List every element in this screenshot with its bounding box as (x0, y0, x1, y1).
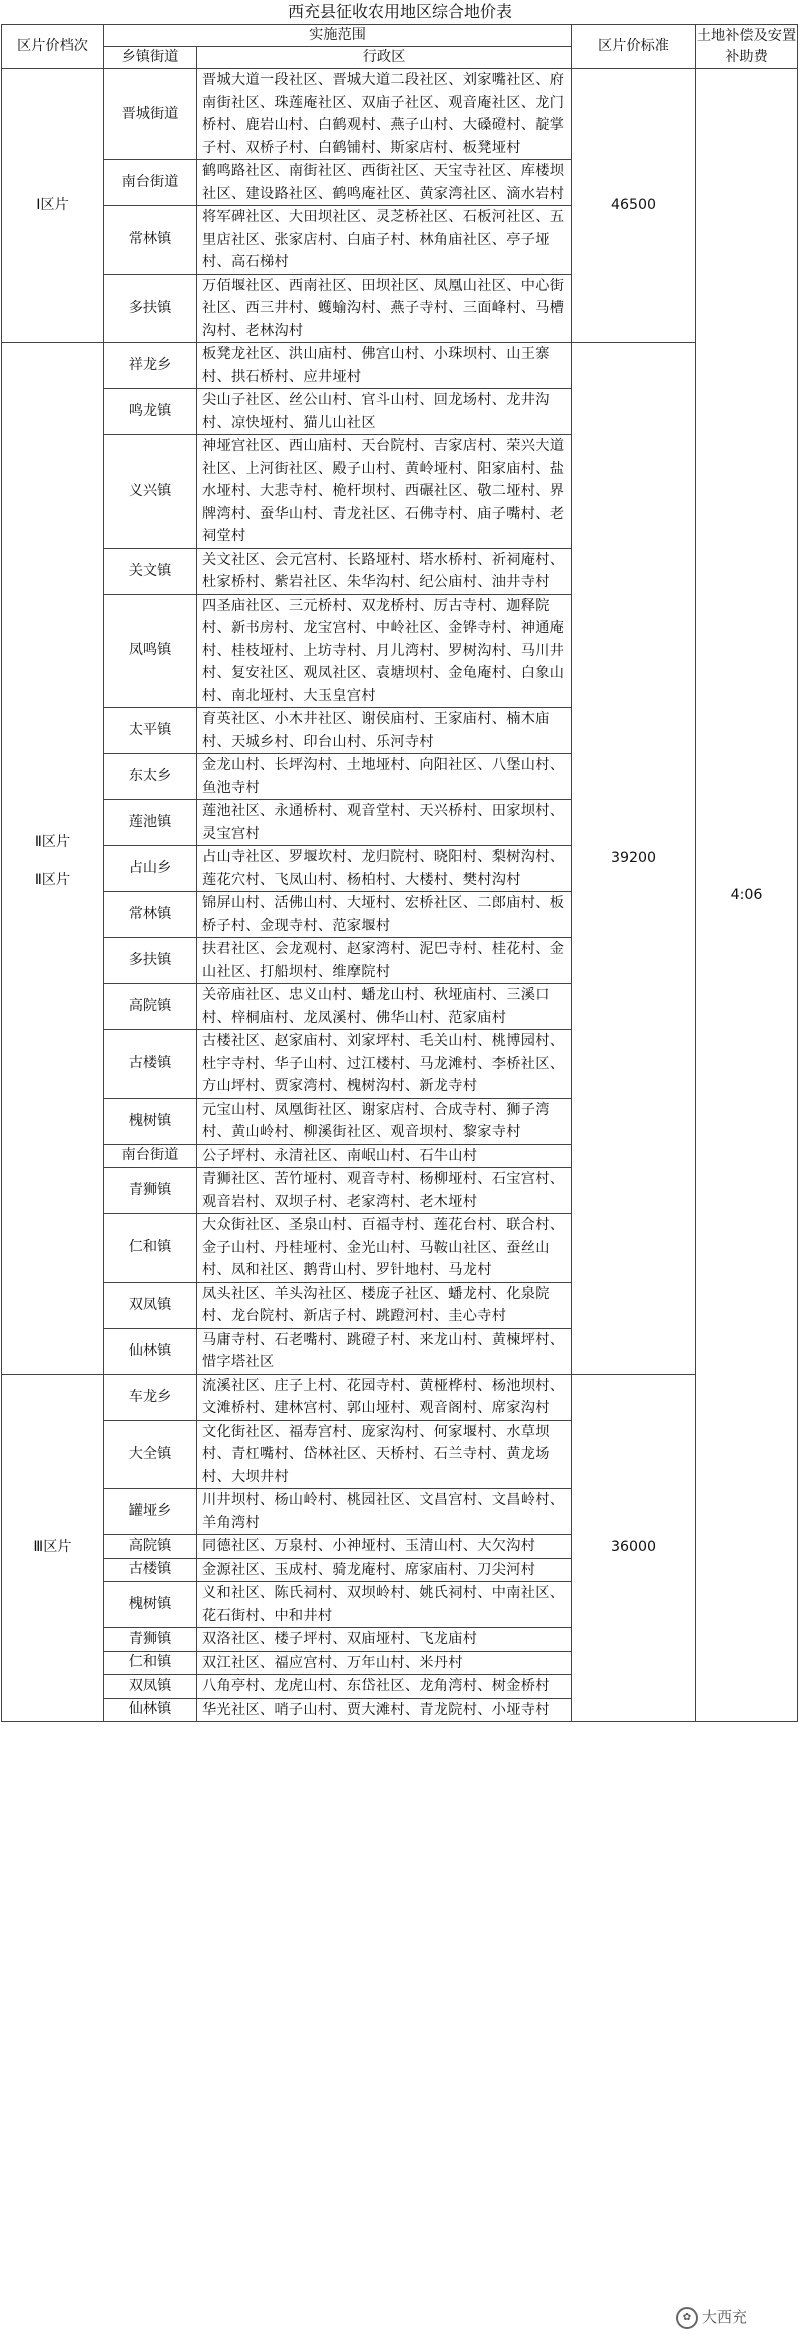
town-cell: 仙林镇 (104, 1698, 197, 1722)
town-cell: 多扶镇 (104, 938, 197, 984)
admin-areas-cell: 占山寺社区、罗堰坎村、龙归院村、晓阳村、梨树沟村、莲花穴村、飞凤山村、杨柏村、大楼村、樊村沟村 (197, 846, 572, 892)
header-scope: 实施范围 (104, 25, 572, 47)
admin-areas-cell: 金源社区、玉成村、骑龙庵村、席家庙村、刀尖河村 (197, 1558, 572, 1582)
watermark-text: 大西充 (702, 2308, 748, 2326)
wechat-icon: ✿ (676, 2307, 698, 2329)
admin-areas-cell: 锦屏山村、活佛山村、大垭村、宏桥社区、二郎庙村、板桥子村、金现寺村、范家堰村 (197, 892, 572, 938)
admin-areas-cell: 流溪社区、庄子上村、花园寺村、黄桠桦村、杨池坝村、文滩桥村、建林宫村、郭山垭村、观音阁村、席家沟村 (197, 1374, 572, 1420)
compensation-fee: 4:06 (696, 69, 798, 1722)
zone-label: Ⅲ区片 (33, 1539, 72, 1556)
town-cell: 青狮镇 (104, 1168, 197, 1214)
zone-price: 46500 (572, 69, 696, 343)
land-price-table (1, 24, 798, 1722)
zone-label: Ⅰ区片 (36, 197, 69, 213)
admin-areas-cell: 凤头社区、羊头沟社区、楼庞子社区、蟠龙村、化泉院村、龙台院村、新店子村、跳蹬河村、圭心寺村 (197, 1282, 572, 1328)
town-cell: 槐树镇 (104, 1098, 197, 1144)
town-cell: 占山乡 (104, 846, 197, 892)
town-cell: 太平镇 (104, 708, 197, 754)
town-cell: 古楼镇 (104, 1558, 197, 1582)
header-fee: 土地补偿及安置补助费 (696, 25, 798, 69)
zone-cell (2, 69, 104, 343)
zone-price: 39200 (572, 343, 696, 1375)
town-cell: 古楼镇 (104, 1030, 197, 1099)
town-cell: 双凤镇 (104, 1282, 197, 1328)
admin-areas-cell: 马庸寺村、石老嘴村、跳磴子村、来龙山村、黄楝坪村、惜字塔社区 (197, 1328, 572, 1374)
admin-areas-cell: 古楼社区、赵家庙村、刘家坪村、毛关山村、桃博园村、杜宇寺村、华子山村、过江楼村、马龙滩村、李桥社区、方山坪村、贾家湾村、槐树沟村、新龙寺村 (197, 1030, 572, 1099)
town-cell: 罐垭乡 (104, 1489, 197, 1535)
admin-areas-cell: 元宝山村、凤凰街社区、谢家店村、合成寺村、狮子湾村、黄山岭村、柳溪街社区、观音坝村、黎家寺村 (197, 1098, 572, 1144)
town-cell: 高院镇 (104, 1535, 197, 1559)
table-row (2, 1374, 798, 1420)
zone-price: 36000 (572, 1374, 696, 1722)
town-cell: 晋城街道 (104, 69, 197, 160)
admin-areas-cell: 万佰堰社区、西南社区、田坝社区、凤凰山社区、中心街社区、西三井村、蠖蝓沟村、燕子寺村、三面峰村、马槽沟村、老林沟村 (197, 274, 572, 343)
town-cell: 义兴镇 (104, 435, 197, 549)
admin-areas-cell: 八角亭村、龙虎山村、东岱社区、龙角湾村、树金桥村 (197, 1675, 572, 1699)
admin-areas-cell: 将军碑社区、大田坝社区、灵芝桥社区、石板河社区、五里店社区、张家店村、白庙子村、林角庙社区、亭子垭村、高石梯村 (197, 206, 572, 275)
town-cell: 青狮镇 (104, 1628, 197, 1652)
town-cell: 鸣龙镇 (104, 389, 197, 435)
admin-areas-cell: 四圣庙社区、三元桥村、双龙桥村、厉古寺村、迦释院村、新书房村、龙宝宫村、中岭社区、金铧寺村、神通庵村、桂枝垭村、上坊寺村、月儿湾村、罗树沟村、马川井村、复安社区、观凤社区、袁塘坝村、金龟庵村、白象山村、南北垭村、大玉皇宫村 (197, 594, 572, 708)
town-cell: 双凤镇 (104, 1675, 197, 1699)
admin-areas-cell: 青狮社区、苦竹垭村、观音寺村、杨柳垭村、石宝宫村、观音岩村、双坝子村、老家湾村、老木垭村 (197, 1168, 572, 1214)
admin-areas-cell: 文化街社区、福寿宫村、庞家沟村、何家堰村、水草坝村、青杠嘴村、岱林社区、天桥村、石兰寺村、黄龙场村、大坝井村 (197, 1420, 572, 1489)
admin-areas-cell: 关文社区、会元宫村、长路垭村、塔水桥村、祈祠庵村、杜家桥村、紫岩社区、朱华沟村、纪公庙村、油井寺村 (197, 548, 572, 594)
town-cell: 关文镇 (104, 548, 197, 594)
admin-areas-cell: 双洛社区、楼子坪村、双庙垭村、飞龙庙村 (197, 1628, 572, 1652)
town-cell: 高院镇 (104, 984, 197, 1030)
header-zone: 区片价档次 (2, 25, 104, 69)
zone-label-repeat: Ⅱ区片 (34, 872, 71, 889)
town-cell: 南台街道 (104, 1144, 197, 1168)
town-cell: 仙林镇 (104, 1328, 197, 1374)
town-cell: 常林镇 (104, 892, 197, 938)
zone-cell (2, 343, 104, 1375)
town-cell: 槐树镇 (104, 1582, 197, 1628)
town-cell: 仁和镇 (104, 1651, 197, 1675)
town-cell: 车龙乡 (104, 1374, 197, 1420)
admin-areas-cell: 大众街社区、圣泉山村、百福寺村、莲花台村、联合村、金子山村、丹桂垭村、金光山村、马鞍山社区、蚕丝山村、凤和社区、鹅背山村、罗针地村、马龙村 (197, 1214, 572, 1283)
admin-areas-cell: 板凳龙社区、洪山庙村、佛宫山村、小珠坝村、山王寨村、拱石桥村、应井垭村 (197, 343, 572, 389)
admin-areas-cell: 尖山子社区、丝公山村、官斗山村、回龙场村、龙井沟村、凉快垭村、猫儿山社区 (197, 389, 572, 435)
header-admin: 行政区 (197, 47, 572, 69)
admin-areas-cell: 义和社区、陈氏祠村、双坝岭村、姚氏祠村、中南社区、花石街村、中和井村 (197, 1582, 572, 1628)
town-cell: 大全镇 (104, 1420, 197, 1489)
admin-areas-cell: 神垭宫社区、西山庙村、天台院村、吉家店村、荣兴大道社区、上河街社区、殿子山村、黄岭垭村、阳家庙村、盐水垭村、大悲寺村、桅杆坝村、西碾社区、敬二垭村、界牌湾村、蚕华山村、青龙社区、石佛寺村、庙子嘴村、老祠堂村 (197, 435, 572, 549)
admin-areas-cell: 川井坝村、杨山岭村、桃园社区、文昌宫村、文昌岭村、羊角湾村 (197, 1489, 572, 1535)
document-title: 西充县征收农用地区综合地价表 (287, 2, 512, 21)
zone-cell (2, 1374, 104, 1722)
admin-areas-cell: 晋城大道一段社区、晋城大道二段社区、刘家嘴社区、府南街社区、珠莲庵社区、双庙子社区、观音庵社区、龙门桥村、鹿岩山村、白鹤观村、燕子山村、大磉磴村、靛掌子村、双桥子村、白鹤铺村、斯家店村、板凳垭村 (197, 69, 572, 160)
table-row (2, 343, 798, 389)
town-cell: 莲池镇 (104, 800, 197, 846)
town-cell: 常林镇 (104, 206, 197, 275)
admin-areas-cell: 双江社区、福应宫村、万年山村、米丹村 (197, 1651, 572, 1675)
zone-label: Ⅱ区片 (34, 834, 71, 851)
admin-areas-cell: 同德社区、万泉村、小神垭村、玉清山村、大欠沟村 (197, 1535, 572, 1559)
admin-areas-cell: 金龙山村、长坪沟村、土地垭村、向阳社区、八堡山村、鱼池寺村 (197, 754, 572, 800)
admin-areas-cell: 莲池社区、永通桥村、观音堂村、天兴桥村、田家坝村、灵宝宫村 (197, 800, 572, 846)
header-town: 乡镇街道 (104, 47, 197, 69)
admin-areas-cell: 育英社区、小木井社区、谢侯庙村、王家庙村、楠木庙村、天城乡村、印台山村、乐河寺村 (197, 708, 572, 754)
watermark (676, 2306, 747, 2332)
town-cell: 东太乡 (104, 754, 197, 800)
town-cell: 多扶镇 (104, 274, 197, 343)
table-row (2, 69, 798, 160)
admin-areas-cell: 公子坪村、永清社区、南岷山村、石牛山村 (197, 1144, 572, 1168)
town-cell: 凤鸣镇 (104, 594, 197, 708)
town-cell: 仁和镇 (104, 1214, 197, 1283)
admin-areas-cell: 鹤鸣路社区、南街社区、西街社区、天宝寺社区、库楼坝社区、建设路社区、鹤鸣庵社区、黄家湾社区、滴水岩村 (197, 160, 572, 206)
admin-areas-cell: 华光社区、哨子山村、贾大滩村、青龙院村、小垭寺村 (197, 1698, 572, 1722)
town-cell: 祥龙乡 (104, 343, 197, 389)
admin-areas-cell: 扶君社区、会龙观村、赵家湾村、泥巴寺村、桂花村、金山社区、打船坝村、维摩院村 (197, 938, 572, 984)
town-cell: 南台街道 (104, 160, 197, 206)
header-price: 区片价标准 (572, 25, 696, 69)
admin-areas-cell: 关帝庙社区、忠义山村、蟠龙山村、秋垭庙村、三溪口村、梓桐庙村、龙凤溪村、佛华山村、范家庙村 (197, 984, 572, 1030)
